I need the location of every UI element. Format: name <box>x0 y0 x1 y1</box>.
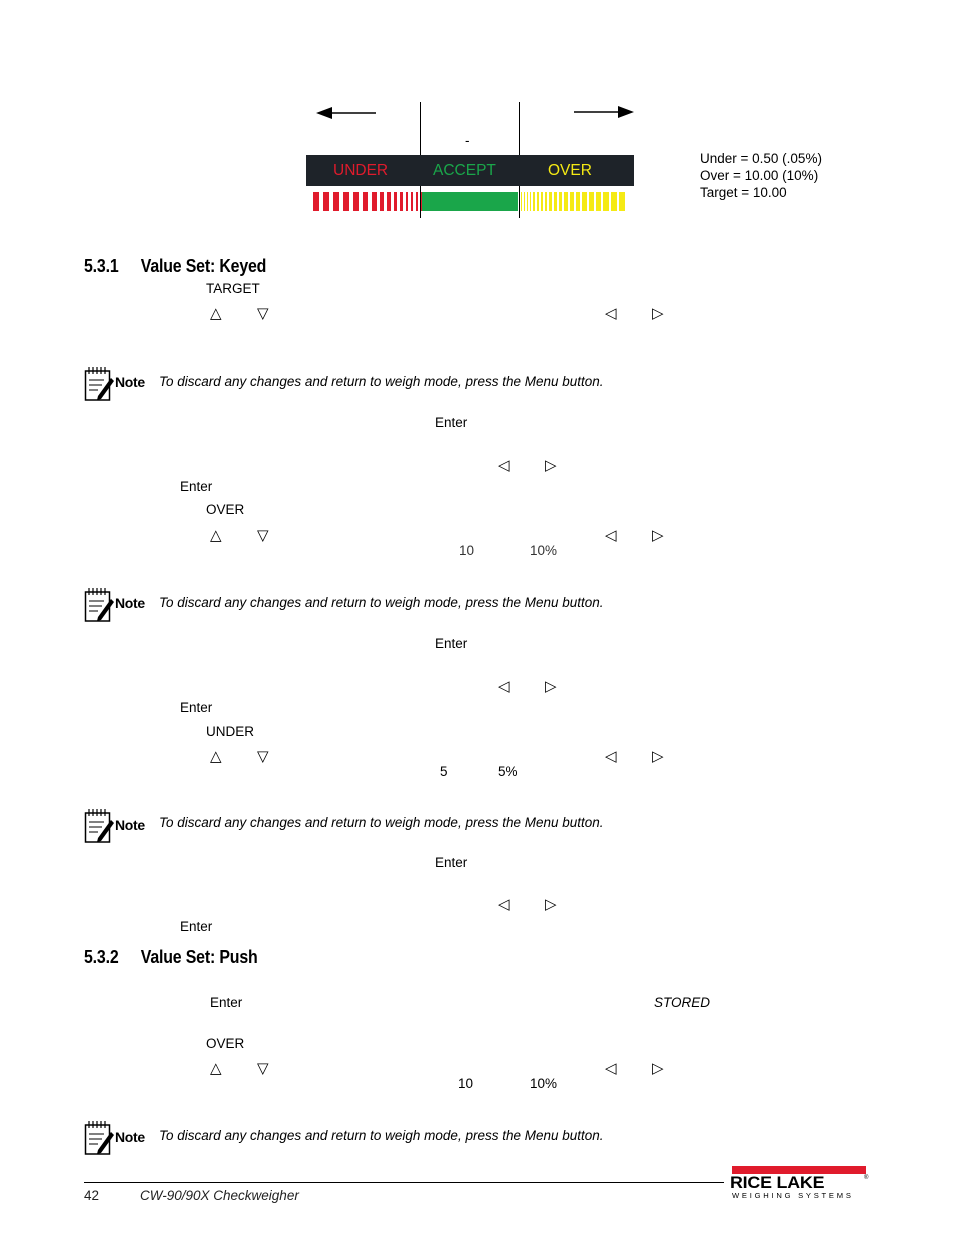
under-stripe <box>343 192 349 211</box>
enter-key: Enter <box>180 919 213 934</box>
over-stripe <box>576 192 580 211</box>
left-arrow-icon: ◁ <box>498 456 510 474</box>
over-stripe <box>582 192 587 211</box>
note-text: To discard any changes and return to weigh mode, press the Menu button. <box>159 1128 604 1143</box>
section-heading-532 <box>84 946 258 968</box>
over-stripe <box>527 192 528 211</box>
legend-under: Under = 0.50 (.05%) <box>700 151 822 166</box>
left-arrow-icon: ◁ <box>605 1059 617 1077</box>
left-arrow-icon <box>314 106 378 120</box>
under-stripe <box>333 192 339 211</box>
left-arrow-icon: ◁ <box>605 526 617 544</box>
over-zone-label: OVER <box>548 162 592 179</box>
logo-sub-text: WEIGHING SYSTEMS <box>732 1191 854 1200</box>
under-stripe <box>394 192 397 211</box>
note-label: Note <box>115 374 145 390</box>
right-arrow-icon: ▷ <box>652 1059 664 1077</box>
logo-main-text: RICE LAKE <box>730 1173 825 1192</box>
section-title: Value Set: Push <box>140 946 258 967</box>
under-stripe <box>387 192 391 211</box>
right-arrow-icon: ▷ <box>652 747 664 765</box>
left-arrow-icon: ◁ <box>498 677 510 695</box>
note-text: To discard any changes and return to weigh mode, press the Menu button. <box>159 595 604 610</box>
under-stripe <box>416 192 418 211</box>
right-arrow-icon: ▷ <box>545 895 557 913</box>
rice-lake-logo <box>730 1166 870 1202</box>
section-title: Value Set: Keyed <box>140 255 267 276</box>
diagram-dash: - <box>465 133 470 148</box>
note-pad-icon <box>84 587 114 623</box>
over-stripe <box>541 192 543 211</box>
note-block <box>84 587 784 623</box>
over-stripe <box>533 192 535 211</box>
under-value: 5 <box>440 764 448 779</box>
under-stripe <box>323 192 329 211</box>
over-stripe <box>611 192 617 211</box>
over-stripe <box>559 192 562 211</box>
over-stripe <box>549 192 552 211</box>
down-arrow-icon: ▽ <box>257 304 269 322</box>
down-arrow-icon: ▽ <box>257 1059 269 1077</box>
enter-key: Enter <box>210 995 243 1010</box>
target-label: TARGET <box>206 281 260 296</box>
accept-zone-label: ACCEPT <box>433 162 496 179</box>
enter-key: Enter <box>180 479 213 494</box>
note-pad-icon <box>84 808 114 844</box>
over-value: 10 <box>458 1076 474 1091</box>
over-stripe <box>524 192 525 211</box>
under-stripe <box>353 192 359 211</box>
over-stripe <box>521 192 522 211</box>
under-stripe <box>372 192 377 211</box>
legend-target: Target = 10.00 <box>700 185 787 200</box>
right-arrow-icon: ▷ <box>545 456 557 474</box>
footer-rule <box>84 1182 724 1183</box>
under-stripe <box>380 192 384 211</box>
note-text: To discard any changes and return to weigh mode, press the Menu button. <box>159 374 604 389</box>
under-label: UNDER <box>206 724 255 739</box>
over-stripe <box>619 192 625 211</box>
section-heading-531 <box>84 255 266 277</box>
over-value: 10 <box>459 543 475 558</box>
left-arrow-icon: ◁ <box>498 895 510 913</box>
logo-registered-mark: ® <box>864 1175 869 1181</box>
over-percent: 10% <box>530 543 558 558</box>
enter-key: Enter <box>435 855 468 870</box>
under-percent: 5% <box>498 764 518 779</box>
right-arrow-icon: ▷ <box>652 304 664 322</box>
note-block <box>84 808 784 844</box>
note-label: Note <box>115 817 145 833</box>
over-stripe <box>603 192 609 211</box>
note-text: To discard any changes and return to weigh mode, press the Menu button. <box>159 815 604 830</box>
legend-over: Over = 10.00 (10%) <box>700 168 819 183</box>
note-label: Note <box>115 595 145 611</box>
under-stripe <box>400 192 403 211</box>
down-arrow-icon: ▽ <box>257 526 269 544</box>
over-stripe <box>554 192 557 211</box>
down-arrow-icon: ▽ <box>257 747 269 765</box>
enter-key: Enter <box>435 415 468 430</box>
over-stripe <box>537 192 539 211</box>
note-block <box>84 366 784 402</box>
over-stripe <box>545 192 547 211</box>
over-percent: 10% <box>530 1076 558 1091</box>
under-zone-label: UNDER <box>333 162 389 179</box>
left-arrow-icon: ◁ <box>605 747 617 765</box>
right-arrow-icon: ▷ <box>545 677 557 695</box>
over-label: OVER <box>206 502 245 517</box>
over-label: OVER <box>206 1036 245 1051</box>
section-number: 5.3.1 <box>84 255 119 276</box>
stored-label: STORED <box>654 995 711 1010</box>
right-arrow-icon <box>572 105 636 119</box>
under-stripe <box>411 192 413 211</box>
enter-key: Enter <box>435 636 468 651</box>
up-arrow-icon: △ <box>210 747 222 765</box>
enter-key: Enter <box>180 700 213 715</box>
section-number: 5.3.2 <box>84 946 119 967</box>
under-stripe <box>363 192 368 211</box>
up-arrow-icon: △ <box>210 304 222 322</box>
over-stripe <box>564 192 568 211</box>
note-pad-icon <box>84 1120 114 1156</box>
zone-label-bar <box>306 155 634 186</box>
accept-zone-bar <box>422 192 518 211</box>
over-stripe <box>596 192 601 211</box>
right-arrow-icon: ▷ <box>652 526 664 544</box>
doc-title: CW-90/90X Checkweigher <box>140 1188 299 1203</box>
note-block <box>84 1120 784 1156</box>
up-arrow-icon: △ <box>210 1059 222 1077</box>
page-number: 42 <box>84 1188 100 1203</box>
note-label: Note <box>115 1129 145 1145</box>
under-stripe <box>406 192 408 211</box>
over-stripe <box>589 192 594 211</box>
over-stripe <box>530 192 531 211</box>
under-stripe <box>313 192 319 211</box>
over-stripe <box>570 192 574 211</box>
left-arrow-icon: ◁ <box>605 304 617 322</box>
note-pad-icon <box>84 366 114 402</box>
up-arrow-icon: △ <box>210 526 222 544</box>
